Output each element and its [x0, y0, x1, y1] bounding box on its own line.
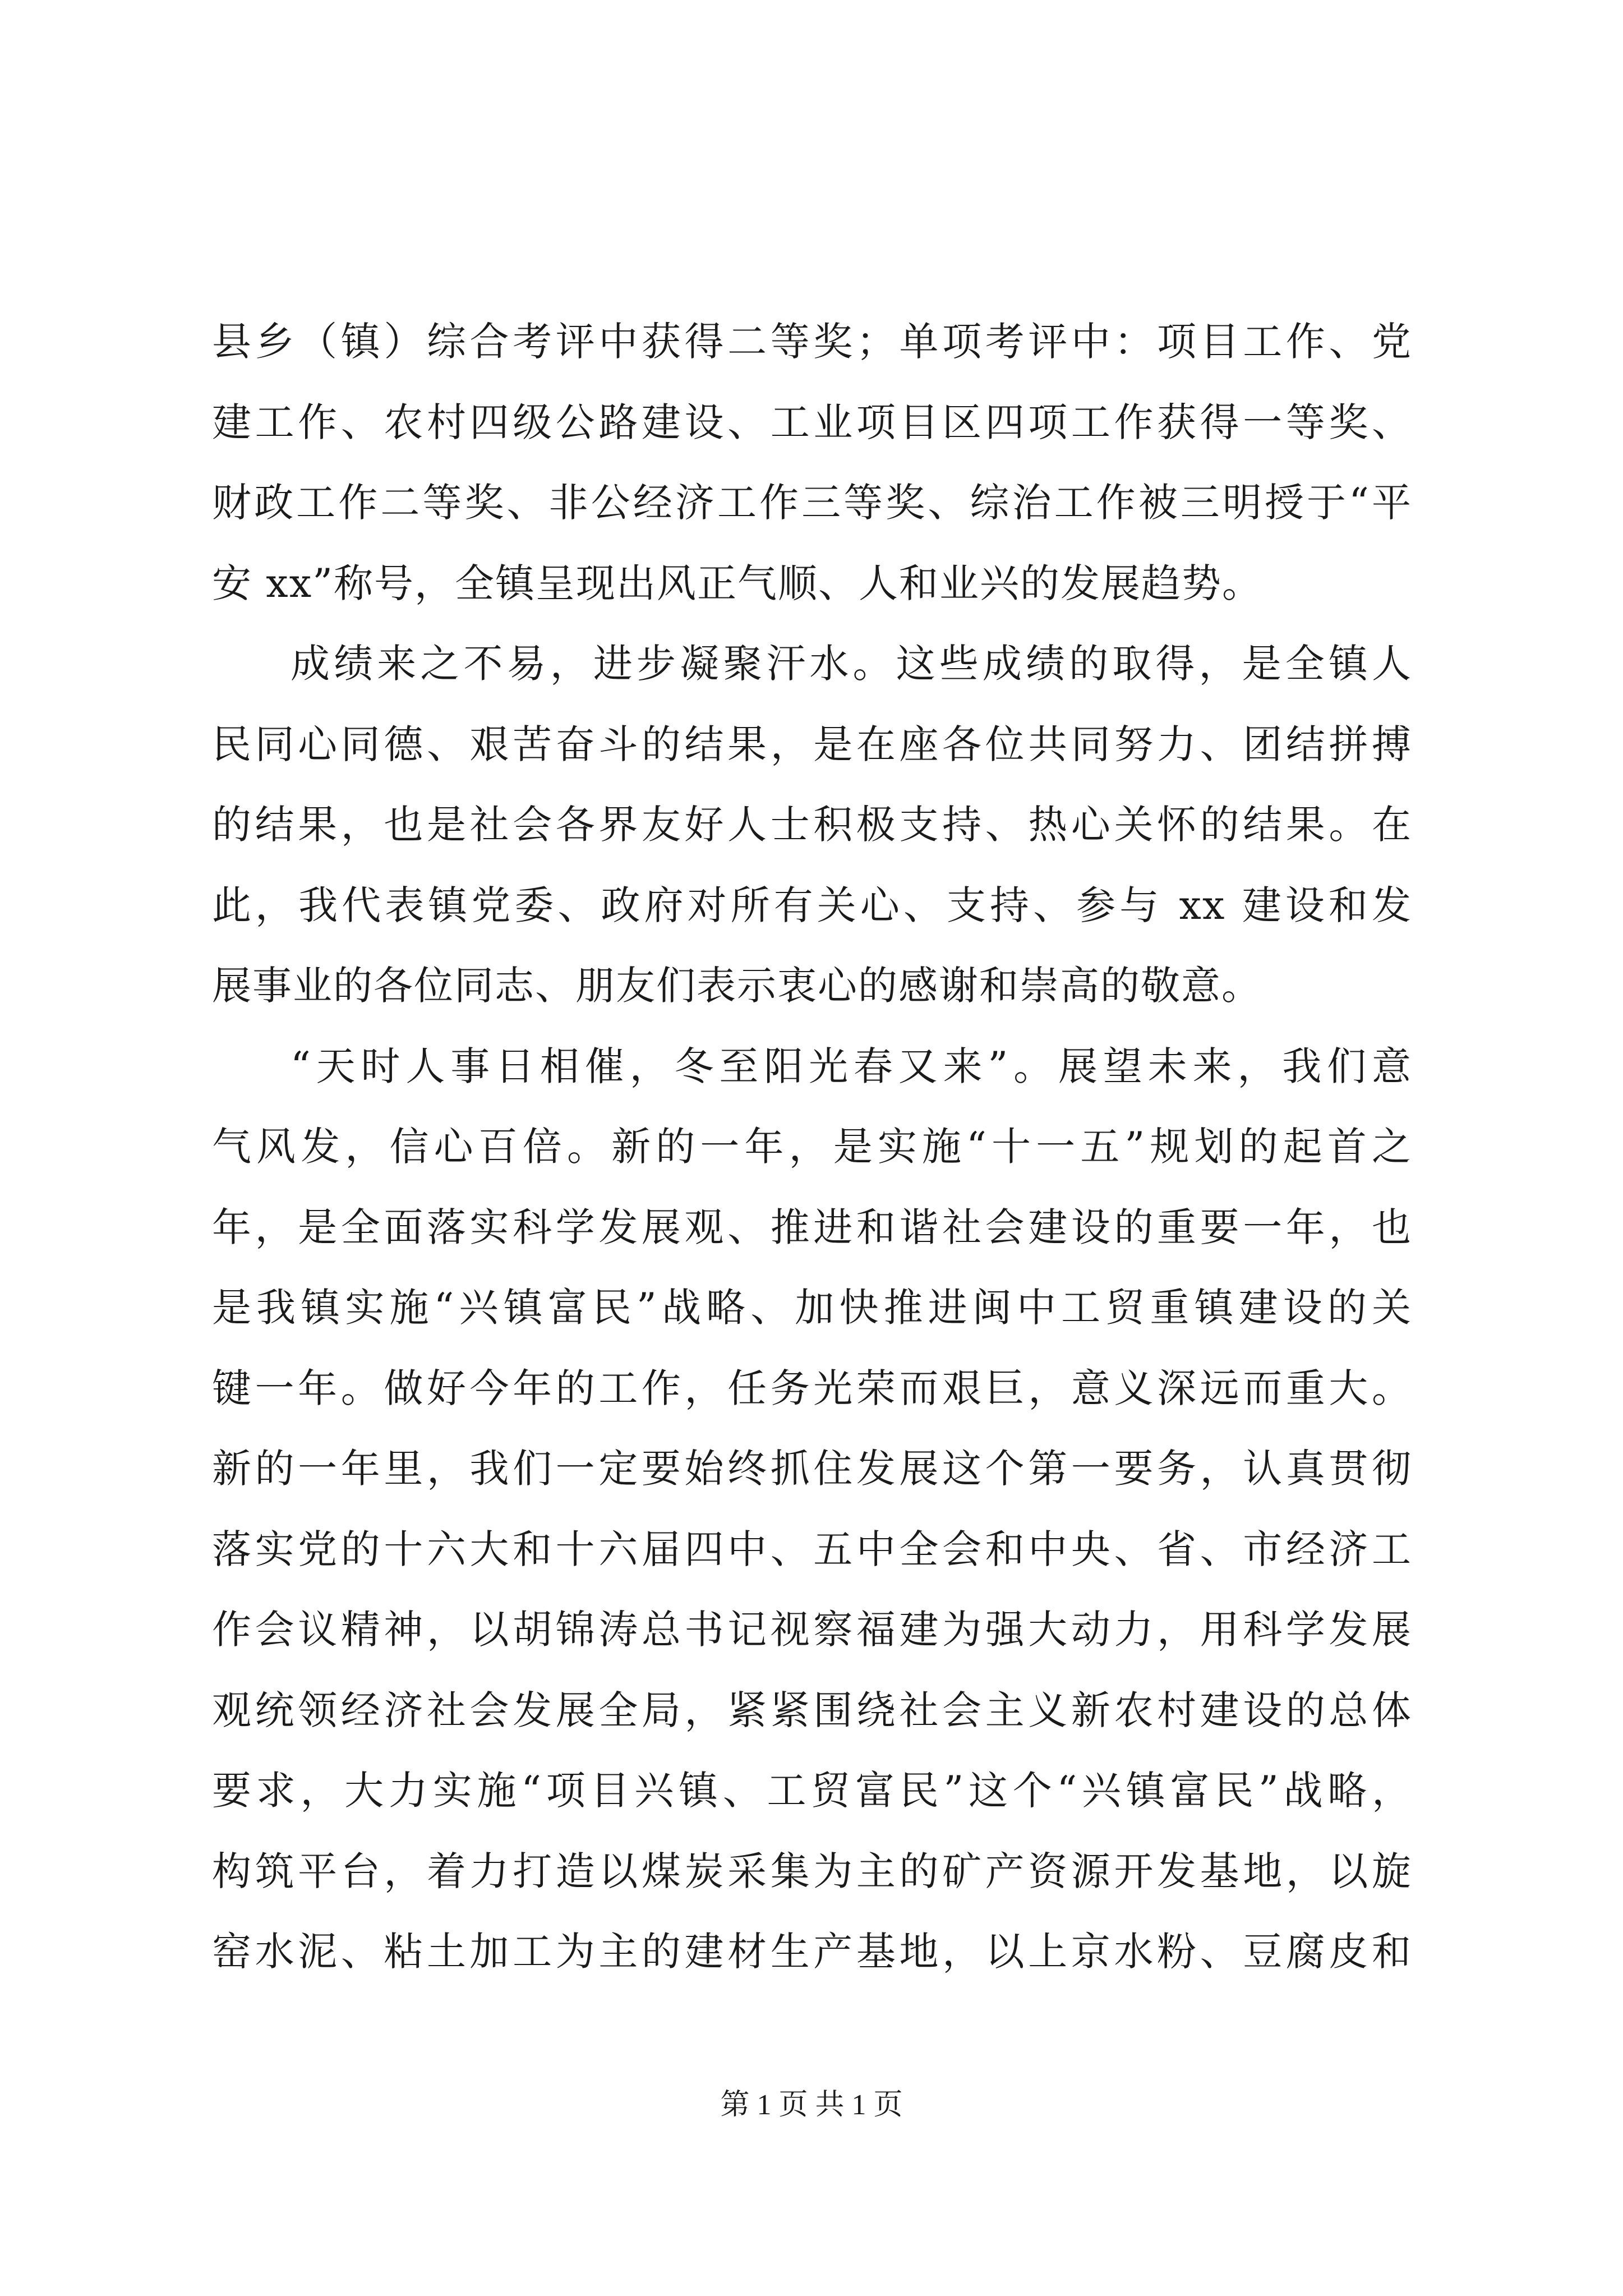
text-line: 的结果，也是社会各界友好人士积极支持、热心关怀的结果。在	[212, 802, 1412, 848]
text-line: 此，我代表镇党委、政府对所有关心、支持、参与 xx 建设和发	[212, 882, 1412, 928]
text-line: 作会议精神，以胡锦涛总书记视察福建为强大动力，用科学发展	[212, 1607, 1412, 1653]
text-line: 键一年。做好今年的工作，任务光荣而艰巨，意义深远而重大。	[212, 1365, 1412, 1411]
text-line: 年，是全面落实科学发展观、推进和谐社会建设的重要一年，也	[212, 1204, 1412, 1250]
text-line: 展事业的各位同志、朋友们表示衷心的感谢和崇高的敬意。	[212, 963, 1262, 1009]
text-line: 是我镇实施“兴镇富民”战略、加快推进闽中工贸重镇建设的关	[212, 1285, 1412, 1331]
text-line: 气风发，信心百倍。新的一年，是实施“十一五”规划的起首之	[212, 1124, 1412, 1170]
text-line: 窑水泥、粘土加工为主的建材生产基地，以上京水粉、豆腐皮和	[212, 1929, 1412, 1975]
text-line: 县乡（镇）综合考评中获得二等奖；单项考评中：项目工作、党	[212, 319, 1412, 365]
text-line: 建工作、农村四级公路建设、工业项目区四项工作获得一等奖、	[212, 399, 1412, 445]
paragraph-first-line: 成绩来之不易，进步凝聚汗水。这些成绩的取得，是全镇人	[291, 641, 1412, 687]
text-line: 要求，大力实施“项目兴镇、工贸富民”这个“兴镇富民”战略，	[212, 1768, 1412, 1814]
text-line: 财政工作二等奖、非公经济工作三等奖、综治工作被三明授于“平	[212, 480, 1412, 526]
text-line: 构筑平台，着力打造以煤炭采集为主的矿产资源开发基地，以旋	[212, 1848, 1412, 1894]
text-line: 新的一年里，我们一定要始终抓住发展这个第一要务，认真贯彻	[212, 1446, 1412, 1492]
text-line: 落实党的十六大和十六届四中、五中全会和中央、省、市经济工	[212, 1526, 1412, 1572]
text-line: 民同心同德、艰苦奋斗的结果，是在座各位共同努力、团结拼搏	[212, 721, 1412, 767]
document-body	[212, 302, 1412, 1993]
text-line: 观统领经济社会发展全局，紧紧围绕社会主义新农村建设的总体	[212, 1687, 1412, 1733]
text-line: 安 xx”称号，全镇呈现出风正气顺、人和业兴的发展趋势。	[212, 560, 1262, 606]
paragraph-first-line: “天时人事日相催，冬至阳光春又来”。展望未来，我们意	[291, 1043, 1412, 1089]
page-footer: 第 1 页 共 1 页	[720, 2089, 903, 2121]
